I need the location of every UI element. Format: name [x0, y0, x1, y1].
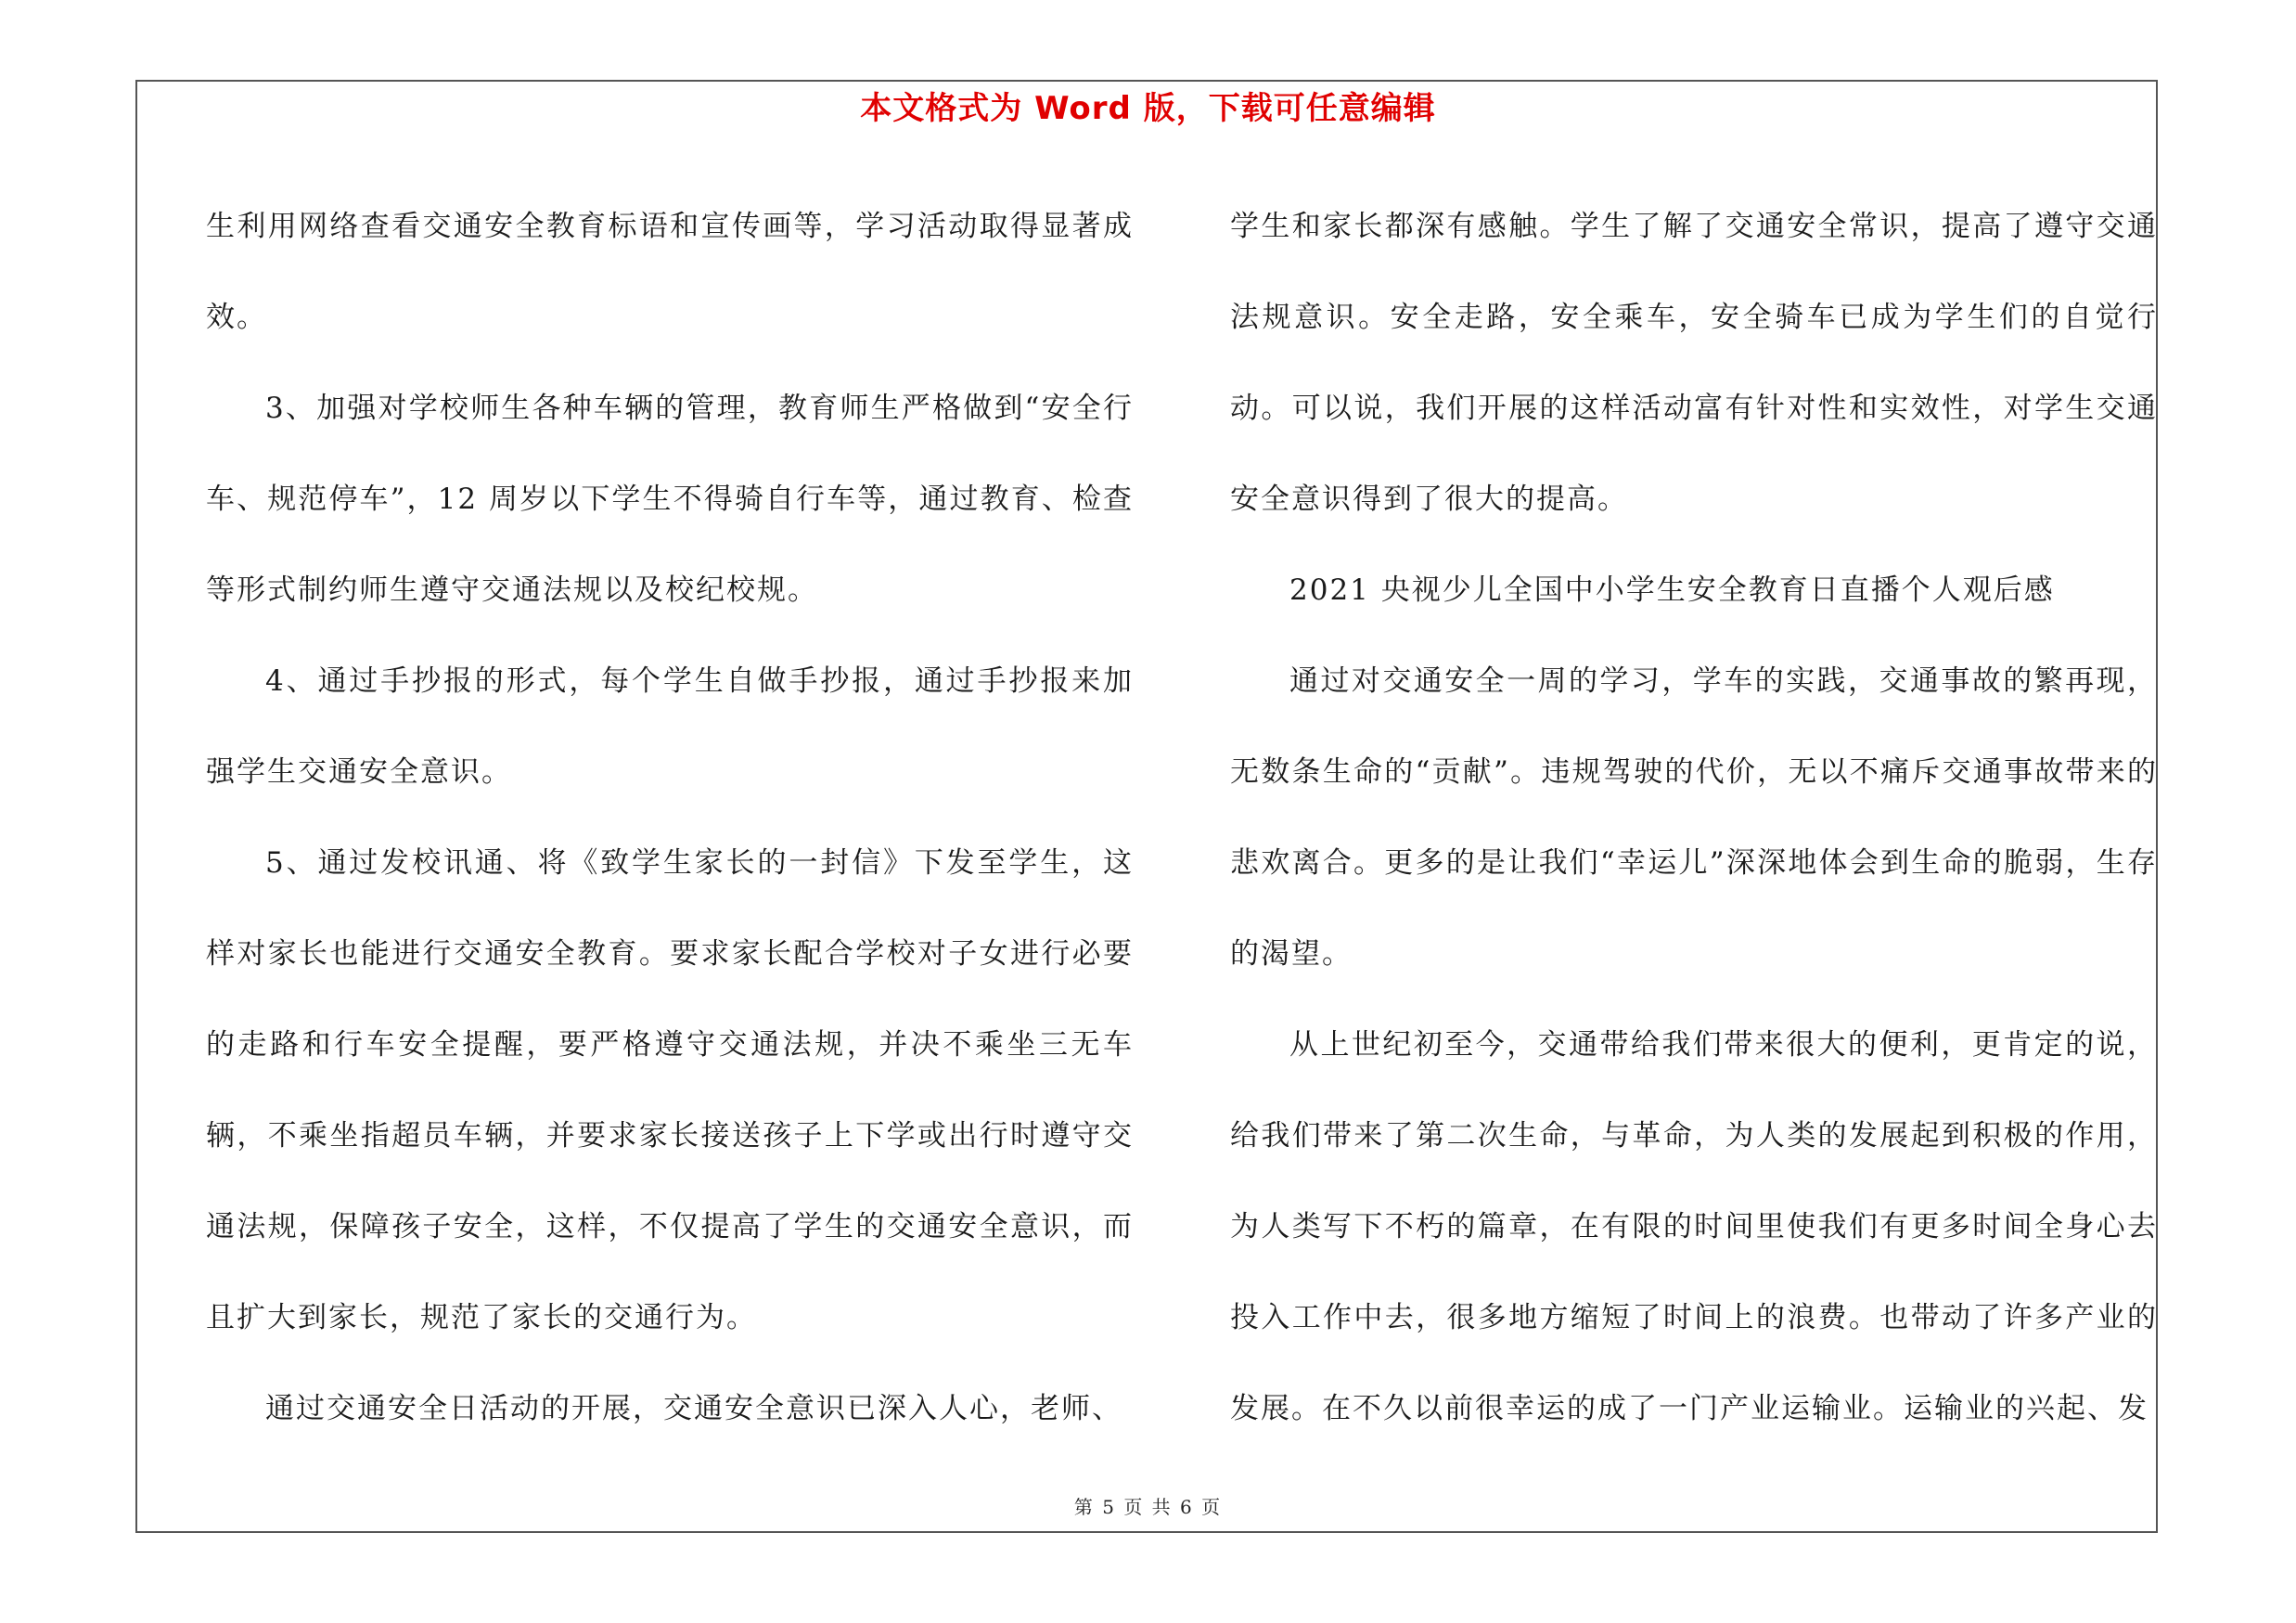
paragraph: 学生和家长都深有感触。学生了解了交通安全常识，提高了遵守交通法规意识。安全走路，安全乘车，安全骑车已成为学生们的自觉行动。可以说，我们开展的这样活动富有针对性和实效性，对学生交通安全意识得到了很大的提高。: [1230, 210, 2158, 516]
paragraph: 5、通过发校讯通、将《致学生家长的一封信》下发至学生，这样对家长也能进行交通安全教育。要求家长配合学校对子女进行必要的走路和行车安全提醒，要严格遵守交通法规，并决不乘坐三无车辆，不乘坐指超员车辆，并要求家长接送孩子上下学或出行时遵守交通法规，保障孩子安全，这样，不仅提高了学生的交通安全意识，而且扩大到家长，规范了家长的交通行为。: [206, 846, 1134, 1334]
paragraph: 从上世纪初至今，交通带给我们带来很大的便利，更肯定的说，给我们带来了第二次生命，与革命，为人类的发展起到积极的作用，为人类写下不朽的篇章，在有限的时间里使我们有更多时间全身心去投入工作中去，很多地方缩短了时间上的浪费。也带动了许多产业的发展。在不久以前很幸运的成了一门产业运输业。运输业的兴起、发: [1230, 1028, 2158, 1425]
paragraph: 4、通过手抄报的形式，每个学生自做手抄报，通过手抄报来加强学生交通安全意识。: [206, 664, 1134, 789]
format-banner: 本文格式为 Word 版，下载可任意编辑: [860, 90, 1436, 127]
page-number: 第 5 页 共 6 页: [1073, 1496, 1223, 1518]
paragraph: 通过对交通安全一周的学习，学车的实践，交通事故的繁再现，无数条生命的“贡献”。违规驾驶的代价，无以不痛斥交通事故带来的悲欢离合。更多的是让我们“幸运儿”深深地体会到生命的脆弱，生存的渴望。: [1230, 664, 2158, 971]
paragraph: 生利用网络查看交通安全教育标语和宣传画等，学习活动取得显著成效。: [206, 210, 1134, 334]
paragraph: 3、加强对学校师生各种车辆的管理，教育师生严格做到“安全行车、规范停车”，12 周岁以下学生不得骑自行车等，通过教育、检查等形式制约师生遵守交通法规以及校纪校规。: [206, 392, 1134, 607]
section-heading: 2021 央视少儿全国中小学生安全教育日直播个人观后感: [1289, 573, 2055, 607]
paragraph: 通过交通安全日活动的开展，交通安全意识已深入人心，老师、: [265, 1392, 1122, 1425]
right-column: [1230, 181, 2158, 1454]
left-column: [206, 181, 1134, 1454]
